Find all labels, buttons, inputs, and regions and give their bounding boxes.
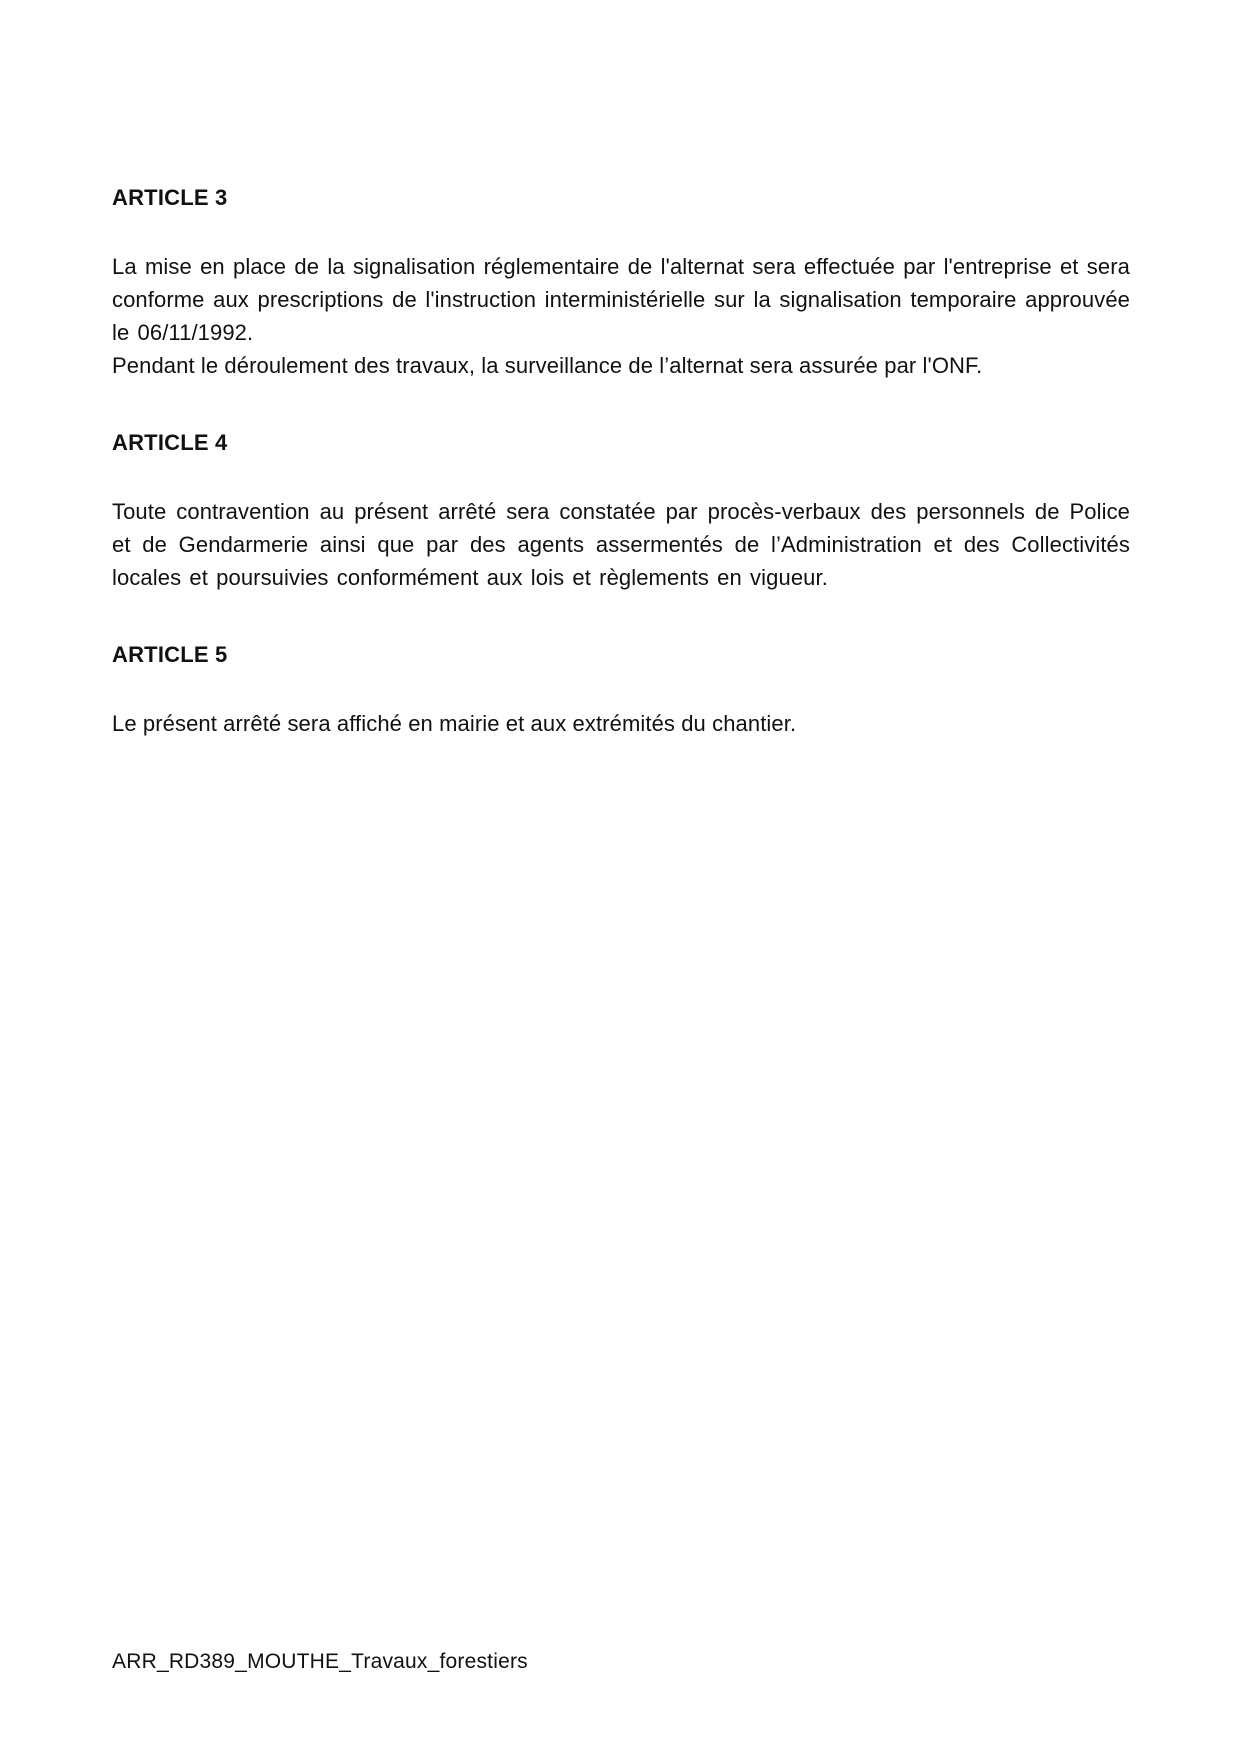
article-3-paragraph-2: Pendant le déroulement des travaux, la surveillance de l’alternat sera assurée par l'ONF. [112, 353, 983, 378]
document-content [112, 181, 1130, 784]
article-3-paragraph-1: La mise en place de la signalisation réglementaire de l'alternat sera effectuée par l'entreprise et sera conforme aux prescriptions de l'instruction interministérielle sur la signalisation temporaire approuvée le 06/11/1992. [112, 254, 1130, 345]
section-article-4 [112, 426, 1130, 594]
article-5-paragraph-1: Le présent arrêté sera affiché en mairie et aux extrémités du chantier. [112, 711, 797, 736]
article-5-heading: ARTICLE 5 [112, 642, 228, 667]
article-4-paragraph-1: Toute contravention au présent arrêté sera constatée par procès-verbaux des personnels de Police et de Gendarmerie ainsi que par des agents assermentés de l’Administration et des Collectivités locales et poursuivies conformément aux lois et règlements en vigueur. [112, 499, 1130, 590]
article-3-heading: ARTICLE 3 [112, 185, 228, 210]
article-4-heading: ARTICLE 4 [112, 430, 228, 455]
section-article-5 [112, 638, 1130, 740]
document-footer-filename: ARR_RD389_MOUTHE_Travaux_forestiers [112, 1650, 528, 1673]
section-article-3 [112, 181, 1130, 382]
